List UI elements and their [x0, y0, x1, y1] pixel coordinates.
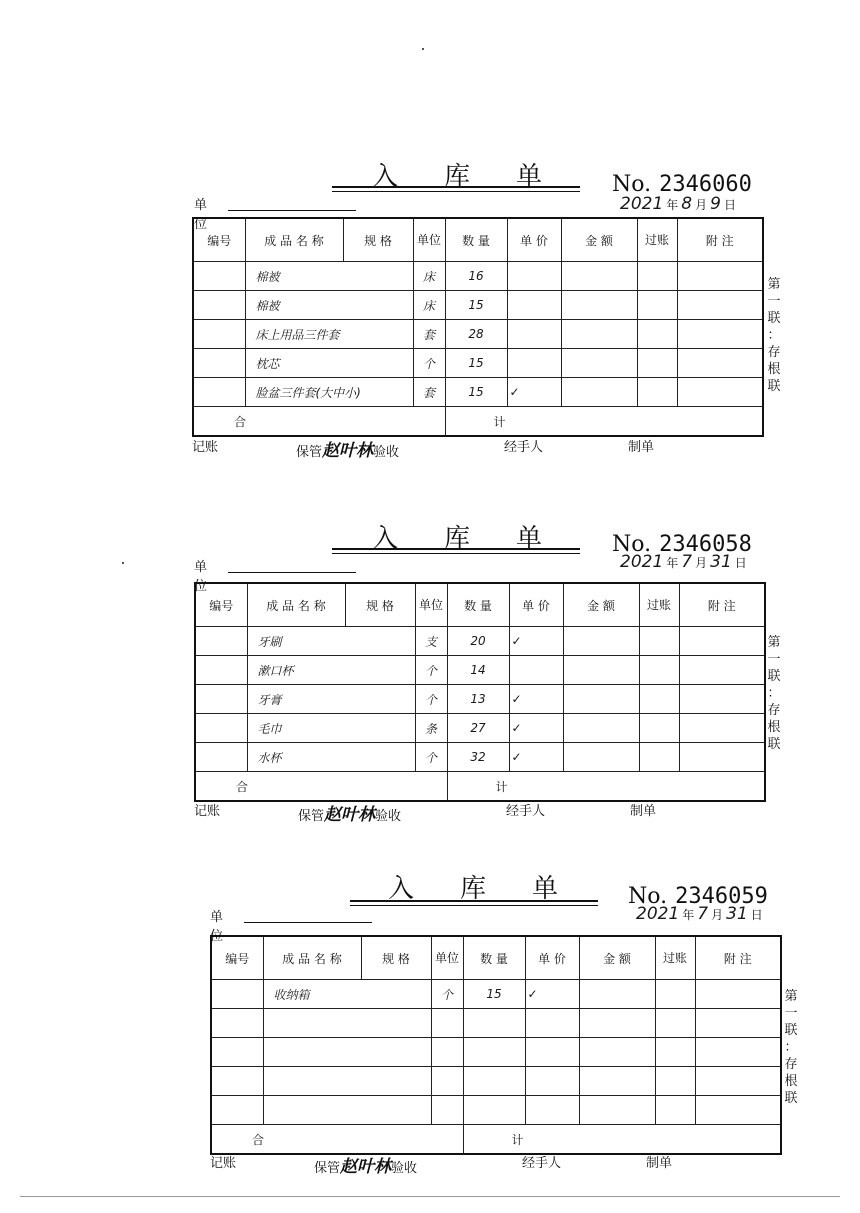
- item-qty: 27: [447, 714, 509, 743]
- item-unit: [431, 1096, 463, 1125]
- item-check: [525, 1067, 579, 1096]
- empty-cell: [561, 349, 637, 378]
- empty-cell: [211, 1067, 263, 1096]
- table-row: [211, 1038, 781, 1067]
- empty-cell: [579, 980, 655, 1009]
- side-char: ：: [767, 686, 781, 701]
- footer-jizhang: 记账: [210, 1156, 237, 1171]
- item-check: ✓: [507, 378, 561, 407]
- empty-cell: [211, 980, 263, 1009]
- empty-cell: [655, 1038, 695, 1067]
- side-char: 一: [767, 294, 781, 309]
- empty-cell: [563, 714, 639, 743]
- side-char: 一: [767, 652, 781, 667]
- empty-cell: [655, 980, 695, 1009]
- item-qty: [463, 1067, 525, 1096]
- item-qty: 15: [463, 980, 525, 1009]
- item-qty: 15: [445, 291, 507, 320]
- empty-cell: [561, 291, 637, 320]
- title-char: 单: [516, 524, 549, 554]
- item-qty: 14: [447, 656, 509, 685]
- empty-cell: [561, 262, 637, 291]
- table-row: [193, 349, 763, 378]
- table-row: [193, 262, 763, 291]
- item-qty: 13: [447, 685, 509, 714]
- unit-label: 单位: [194, 198, 208, 232]
- title-underline: [350, 900, 598, 902]
- table-row: [195, 656, 765, 685]
- column-header: 编号: [211, 936, 263, 980]
- copy-side-label: [766, 634, 782, 753]
- item-check: [525, 1096, 579, 1125]
- column-header: 过账: [637, 218, 677, 262]
- side-char: 根: [784, 1074, 798, 1089]
- item-check: ✓: [509, 627, 563, 656]
- scan-speck: [422, 48, 424, 50]
- number-label: No.: [628, 884, 668, 909]
- keeper-signature: 赵叶林: [340, 1157, 392, 1177]
- footer-baoguan: [314, 1152, 417, 1177]
- item-qty: 16: [445, 262, 507, 291]
- column-header: 规 格: [345, 583, 415, 627]
- item-name: 棉被: [245, 291, 413, 320]
- keeper-signature: 赵叶林: [322, 441, 374, 461]
- empty-cell: [195, 743, 247, 772]
- slip-date: [636, 904, 766, 924]
- empty-cell: [193, 349, 245, 378]
- column-header: 单 价: [509, 583, 563, 627]
- column-header: 成 品 名 称: [263, 936, 361, 980]
- item-unit: 个: [415, 685, 447, 714]
- item-unit: 个: [415, 743, 447, 772]
- total-left-label: 合: [193, 407, 445, 437]
- empty-cell: [193, 291, 245, 320]
- month-unit: 月: [695, 198, 708, 212]
- side-char: ：: [767, 328, 781, 343]
- header-row: [193, 218, 763, 262]
- table-row: [195, 743, 765, 772]
- total-row: [195, 772, 765, 802]
- empty-cell: [677, 291, 763, 320]
- title-char: 入: [372, 524, 405, 554]
- empty-cell: [193, 320, 245, 349]
- side-char: 第: [767, 635, 781, 650]
- side-char: 第: [767, 277, 781, 292]
- empty-cell: [193, 378, 245, 407]
- item-unit: 套: [413, 378, 445, 407]
- scan-speck: [122, 562, 124, 564]
- item-name: 脸盆三件套(大中小): [245, 378, 413, 407]
- item-unit: 个: [431, 980, 463, 1009]
- footer-jizhang: 记账: [192, 440, 219, 455]
- empty-cell: [637, 320, 677, 349]
- unit-label: 单位: [210, 910, 224, 944]
- slip-footer: [210, 1152, 770, 1177]
- title-char: 库: [444, 162, 477, 192]
- item-unit: [431, 1009, 463, 1038]
- empty-cell: [195, 656, 247, 685]
- column-header: 编号: [193, 218, 245, 262]
- column-header: 数 量: [463, 936, 525, 980]
- empty-cell: [695, 1038, 781, 1067]
- year-unit: 年: [682, 908, 695, 922]
- number-label: No.: [612, 172, 652, 197]
- column-header: 单位: [415, 583, 447, 627]
- column-header: 成 品 名 称: [247, 583, 345, 627]
- slip-date: [620, 552, 750, 572]
- number-value: 2346059: [675, 884, 768, 909]
- date-day: 31: [726, 904, 748, 924]
- empty-cell: [563, 685, 639, 714]
- footer-jingshou: 经手人: [504, 440, 544, 455]
- column-header: 规 格: [361, 936, 431, 980]
- table-row: [193, 320, 763, 349]
- title-char: 入: [388, 874, 421, 904]
- empty-cell: [695, 1096, 781, 1125]
- item-name: 收纳箱: [263, 980, 431, 1009]
- title-char: 库: [444, 524, 477, 554]
- side-char: 联: [767, 379, 781, 394]
- item-unit: [431, 1067, 463, 1096]
- empty-cell: [563, 627, 639, 656]
- item-check: [525, 1009, 579, 1038]
- item-check: [507, 349, 561, 378]
- empty-cell: [195, 627, 247, 656]
- empty-cell: [679, 685, 765, 714]
- side-char: 存: [784, 1057, 798, 1072]
- item-check: ✓: [525, 980, 579, 1009]
- items-body: [211, 980, 781, 1125]
- item-name: 棉被: [245, 262, 413, 291]
- empty-cell: [563, 743, 639, 772]
- slip-date: [620, 194, 739, 214]
- number-value: 2346060: [659, 172, 752, 197]
- table-row: [211, 1067, 781, 1096]
- empty-cell: [679, 627, 765, 656]
- day-unit: 日: [734, 556, 747, 570]
- side-char: 联: [784, 1091, 798, 1106]
- empty-cell: [655, 1096, 695, 1125]
- title-underline: [332, 548, 580, 550]
- column-header: 过账: [639, 583, 679, 627]
- column-header: 金 额: [563, 583, 639, 627]
- footer-zhidan: 制单: [628, 440, 655, 455]
- empty-cell: [655, 1009, 695, 1038]
- total-left-label: 合: [211, 1125, 463, 1155]
- column-header: 成 品 名 称: [245, 218, 343, 262]
- empty-cell: [639, 685, 679, 714]
- item-name: 床上用品三件套: [245, 320, 413, 349]
- empty-cell: [561, 378, 637, 407]
- table-row: [211, 1009, 781, 1038]
- empty-cell: [695, 1067, 781, 1096]
- items-table: [210, 935, 782, 1155]
- empty-cell: [195, 714, 247, 743]
- empty-cell: [563, 656, 639, 685]
- item-check: ✓: [509, 743, 563, 772]
- yanshou-label: 验收: [373, 445, 400, 460]
- total-left-label: 合: [195, 772, 447, 802]
- item-name: [263, 1096, 431, 1125]
- item-name: [263, 1067, 431, 1096]
- footer-jingshou: 经手人: [506, 804, 546, 819]
- day-unit: 日: [723, 198, 736, 212]
- side-char: 第: [784, 989, 798, 1004]
- table-row: [195, 627, 765, 656]
- item-qty: 20: [447, 627, 509, 656]
- footer-zhidan: 制单: [646, 1156, 673, 1171]
- empty-cell: [211, 1038, 263, 1067]
- items-body: [193, 262, 763, 407]
- side-char: 根: [767, 362, 781, 377]
- side-char: 存: [767, 703, 781, 718]
- baoguan-label: 保管: [314, 1161, 341, 1176]
- day-unit: 日: [750, 908, 763, 922]
- item-check: ✓: [509, 685, 563, 714]
- items-table: [192, 217, 764, 437]
- slip-footer: [192, 436, 752, 461]
- empty-cell: [579, 1038, 655, 1067]
- footer-baoguan: [296, 436, 399, 461]
- items-body: [195, 627, 765, 772]
- unit-underline: [228, 572, 356, 573]
- title-underline: [332, 186, 580, 188]
- item-name: [263, 1009, 431, 1038]
- baoguan-label: 保管: [298, 809, 325, 824]
- total-right-label: 计: [447, 772, 765, 802]
- item-name: 牙刷: [247, 627, 415, 656]
- item-qty: 15: [445, 378, 507, 407]
- total-row: [211, 1125, 781, 1155]
- date-year: 2021: [620, 194, 664, 214]
- column-header: 金 额: [579, 936, 655, 980]
- column-header: 单 价: [507, 218, 561, 262]
- item-unit: 床: [413, 291, 445, 320]
- column-header: 数 量: [447, 583, 509, 627]
- date-year: 2021: [620, 552, 664, 572]
- item-unit: [431, 1038, 463, 1067]
- empty-cell: [579, 1096, 655, 1125]
- footer-zhidan: 制单: [630, 804, 657, 819]
- header-row: [195, 583, 765, 627]
- item-qty: [463, 1038, 525, 1067]
- date-month: 7: [681, 552, 693, 572]
- unit-label: 单位: [194, 560, 208, 594]
- empty-cell: [679, 656, 765, 685]
- empty-cell: [639, 714, 679, 743]
- title-char: 单: [516, 162, 549, 192]
- empty-cell: [211, 1096, 263, 1125]
- number-value: 2346058: [659, 532, 752, 557]
- date-month: 8: [681, 194, 693, 214]
- item-name: 水杯: [247, 743, 415, 772]
- header-row: [211, 936, 781, 980]
- empty-cell: [195, 685, 247, 714]
- empty-cell: [679, 714, 765, 743]
- footer-jizhang: 记账: [194, 804, 221, 819]
- side-char: 根: [767, 720, 781, 735]
- total-right-label: 计: [463, 1125, 781, 1155]
- date-month: 7: [697, 904, 709, 924]
- table-row: [193, 291, 763, 320]
- item-check: [507, 262, 561, 291]
- unit-underline: [228, 210, 356, 211]
- slip-footer: [194, 800, 754, 825]
- item-unit: 个: [415, 656, 447, 685]
- side-char: ：: [784, 1040, 798, 1055]
- empty-cell: [579, 1009, 655, 1038]
- side-char: 联: [767, 311, 781, 326]
- empty-cell: [637, 262, 677, 291]
- unit-underline: [244, 922, 372, 923]
- column-header: 附 注: [677, 218, 763, 262]
- item-name: 毛巾: [247, 714, 415, 743]
- item-name: [263, 1038, 431, 1067]
- column-header: 单位: [431, 936, 463, 980]
- item-unit: 床: [413, 262, 445, 291]
- item-check: [509, 656, 563, 685]
- item-check: [525, 1038, 579, 1067]
- copy-side-label: [766, 276, 782, 395]
- empty-cell: [639, 627, 679, 656]
- empty-cell: [639, 656, 679, 685]
- item-name: 牙膏: [247, 685, 415, 714]
- number-label: No.: [612, 532, 652, 557]
- title-underline-thin: [332, 191, 580, 192]
- column-header: 金 额: [561, 218, 637, 262]
- month-unit: 月: [695, 556, 708, 570]
- item-check: ✓: [509, 714, 563, 743]
- item-qty: [463, 1096, 525, 1125]
- column-header: 过账: [655, 936, 695, 980]
- items-table: [194, 582, 766, 802]
- baoguan-label: 保管: [296, 445, 323, 460]
- column-header: 附 注: [679, 583, 765, 627]
- empty-cell: [637, 349, 677, 378]
- empty-cell: [193, 262, 245, 291]
- item-unit: 个: [413, 349, 445, 378]
- empty-cell: [637, 378, 677, 407]
- total-right-label: 计: [445, 407, 763, 437]
- item-check: [507, 291, 561, 320]
- yanshou-label: 验收: [375, 809, 402, 824]
- yanshou-label: 验收: [391, 1161, 418, 1176]
- item-qty: 15: [445, 349, 507, 378]
- empty-cell: [211, 1009, 263, 1038]
- title-underline-thin: [332, 553, 580, 554]
- empty-cell: [679, 743, 765, 772]
- month-unit: 月: [711, 908, 724, 922]
- side-char: 联: [767, 737, 781, 752]
- empty-cell: [637, 291, 677, 320]
- side-char: 联: [784, 1023, 798, 1038]
- empty-cell: [655, 1067, 695, 1096]
- empty-cell: [695, 980, 781, 1009]
- footer-jingshou: 经手人: [522, 1156, 562, 1171]
- item-unit: 套: [413, 320, 445, 349]
- title-char: 单: [532, 874, 565, 904]
- table-row: [195, 685, 765, 714]
- table-row: [193, 378, 763, 407]
- total-row: [193, 407, 763, 437]
- side-char: 存: [767, 345, 781, 360]
- table-row: [211, 980, 781, 1009]
- empty-cell: [677, 320, 763, 349]
- column-header: 单 价: [525, 936, 579, 980]
- table-row: [195, 714, 765, 743]
- item-name: 枕芯: [245, 349, 413, 378]
- empty-cell: [579, 1067, 655, 1096]
- item-check: [507, 320, 561, 349]
- item-name: 漱口杯: [247, 656, 415, 685]
- item-qty: 32: [447, 743, 509, 772]
- item-qty: 28: [445, 320, 507, 349]
- year-unit: 年: [666, 198, 679, 212]
- side-char: 一: [784, 1006, 798, 1021]
- empty-cell: [677, 349, 763, 378]
- date-year: 2021: [636, 904, 680, 924]
- year-unit: 年: [666, 556, 679, 570]
- column-header: 数 量: [445, 218, 507, 262]
- date-day: 9: [710, 194, 721, 214]
- empty-cell: [695, 1009, 781, 1038]
- empty-cell: [677, 378, 763, 407]
- item-qty: [463, 1009, 525, 1038]
- title-char: 库: [460, 874, 493, 904]
- empty-cell: [639, 743, 679, 772]
- item-unit: 支: [415, 627, 447, 656]
- keeper-signature: 赵叶林: [324, 805, 376, 825]
- copy-side-label: [783, 988, 799, 1107]
- column-header: 规 格: [343, 218, 413, 262]
- column-header: 编号: [195, 583, 247, 627]
- title-underline-thin: [350, 905, 598, 906]
- table-row: [211, 1096, 781, 1125]
- title-char: 入: [372, 162, 405, 192]
- date-day: 31: [710, 552, 732, 572]
- empty-cell: [561, 320, 637, 349]
- empty-cell: [677, 262, 763, 291]
- item-unit: 条: [415, 714, 447, 743]
- column-header: 附 注: [695, 936, 781, 980]
- side-char: 联: [767, 669, 781, 684]
- page-bottom-rule: [20, 1196, 840, 1197]
- column-header: 单位: [413, 218, 445, 262]
- footer-baoguan: [298, 800, 401, 825]
